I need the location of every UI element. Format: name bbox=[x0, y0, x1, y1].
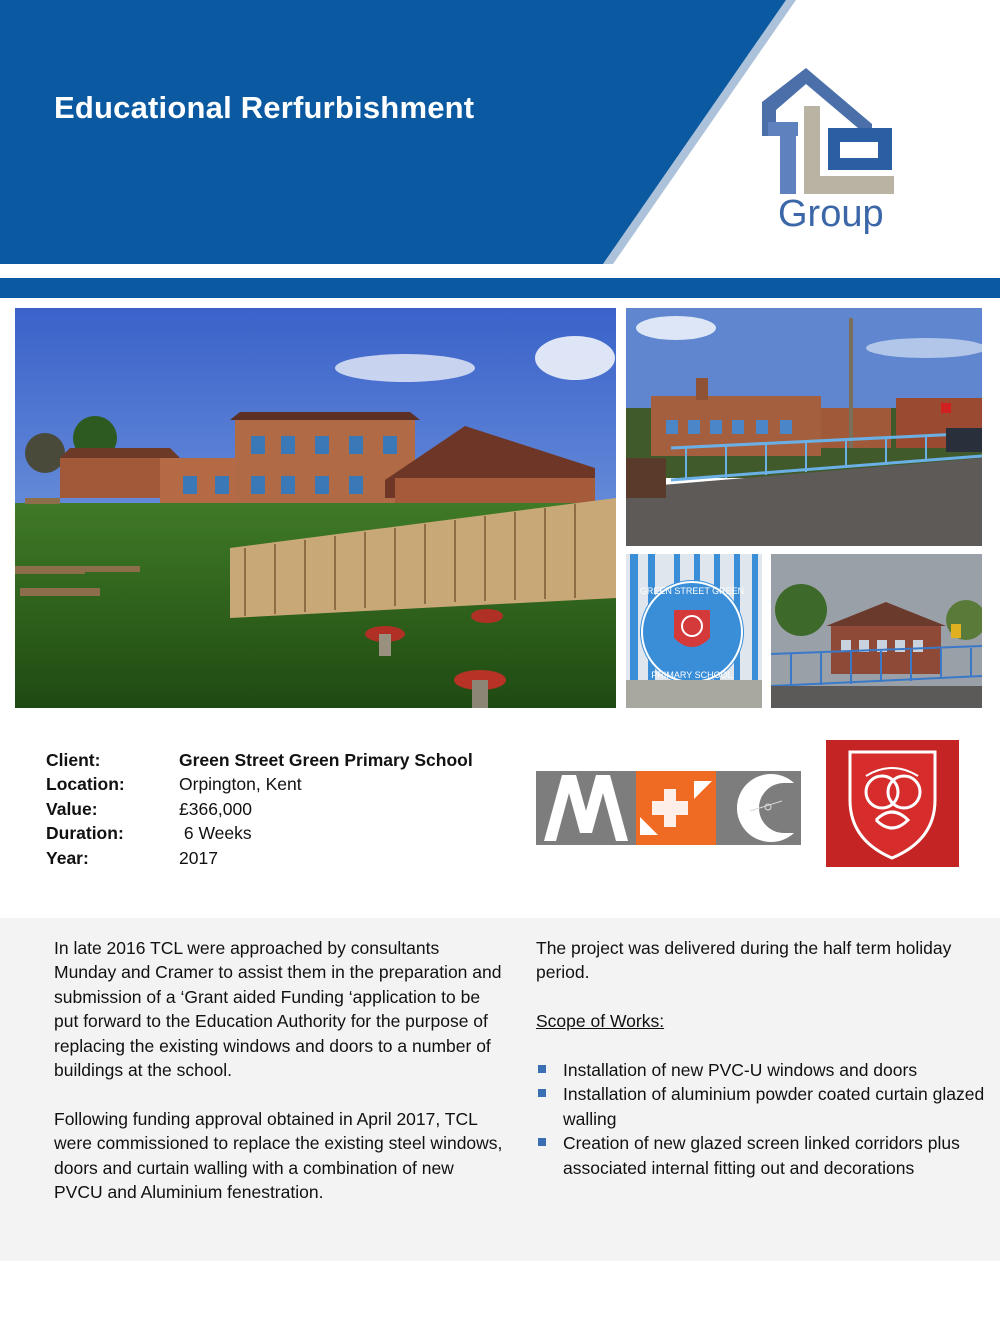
client-value: Green Street Green Primary School bbox=[179, 750, 473, 770]
value-row bbox=[46, 797, 473, 821]
duration-label: Duration: bbox=[46, 823, 124, 844]
gate-sign-text-bottom: PRIMARY SCHOOL bbox=[651, 670, 733, 680]
school-street-view-photo bbox=[626, 308, 982, 546]
year-label: Year: bbox=[46, 847, 89, 868]
school-playground-photo bbox=[15, 308, 616, 708]
year-row bbox=[46, 846, 473, 870]
duration-row bbox=[46, 821, 473, 845]
funding-paragraph: Following funding approval obtained in April 2017, TCL were commissioned to replace the existing steel windows, doors and curtain walling with a combination of new PVCU and Aluminium fenestration. bbox=[54, 1108, 503, 1203]
tcl-logo bbox=[758, 66, 898, 236]
school-crest-logo bbox=[826, 740, 959, 867]
scope-item: Installation of aluminium powder coated curtain glazed walling bbox=[536, 1082, 994, 1131]
year-value: 2017 bbox=[179, 847, 218, 868]
bullet-square-icon bbox=[538, 1138, 546, 1146]
description-left-column bbox=[54, 936, 504, 1204]
school-gate-sign-photo bbox=[626, 554, 762, 708]
scope-item: Installation of new PVC-U windows and doors bbox=[536, 1058, 994, 1082]
header-banner bbox=[0, 0, 1000, 268]
bullet-square-icon bbox=[538, 1065, 546, 1073]
scope-heading: Scope of Works: bbox=[536, 1011, 665, 1032]
munday-cramer-logo bbox=[536, 771, 801, 845]
scope-list bbox=[536, 1058, 994, 1180]
value-label: Value: bbox=[46, 798, 98, 819]
scope-item: Creation of new glazed screen linked corridors plus associated internal fitting out and decorations bbox=[536, 1131, 994, 1180]
location-value: Orpington, Kent bbox=[179, 774, 302, 795]
school-front-photo bbox=[771, 554, 982, 708]
delivery-paragraph: The project was delivered during the half term holiday period. bbox=[536, 938, 952, 983]
intro-paragraph: In late 2016 TCL were approached by consultants Munday and Cramer to assist them in the preparation and submission of a ‘Grant aided Funding ‘application to be put forward to the Education Authority for the purpose of replacing the existing windows and doors to a number of buildings at the school. bbox=[54, 938, 502, 1081]
client-label: Client: bbox=[46, 750, 101, 770]
duration-value: 6 Weeks bbox=[179, 823, 252, 844]
bullet-square-icon bbox=[538, 1089, 546, 1097]
value-value: £366,000 bbox=[179, 798, 252, 819]
logo-wordmark: Group bbox=[778, 193, 884, 235]
gate-sign-text-top: GREEN STREET GREEN bbox=[639, 586, 745, 596]
client-row bbox=[46, 748, 473, 772]
header-band bbox=[0, 278, 1000, 298]
location-row bbox=[46, 772, 473, 796]
tcl-logo-icon bbox=[758, 66, 898, 236]
location-label: Location: bbox=[46, 774, 125, 795]
page-title: Educational Rerfurbishment bbox=[54, 90, 475, 125]
description-right-column bbox=[536, 936, 994, 1180]
project-details bbox=[46, 748, 473, 870]
